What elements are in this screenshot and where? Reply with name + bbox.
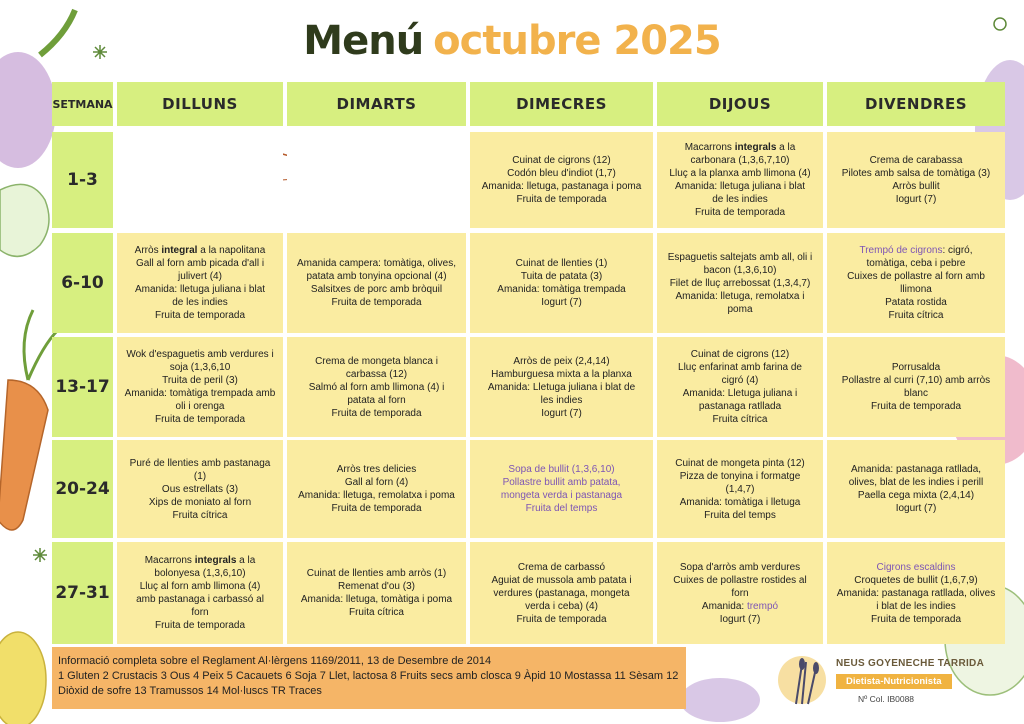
dish-text-bold: integrals (734, 142, 777, 153)
dish-text: forn (731, 587, 749, 599)
dish-line (699, 400, 781, 413)
header-day-3: DIMECRES (470, 82, 653, 126)
dish-text: soja (1,3,6,10 (169, 362, 231, 373)
dish-line (126, 348, 273, 361)
dish-text: Fruita cítrica (172, 509, 228, 521)
dish-line (507, 167, 616, 180)
dish-line (892, 361, 940, 374)
menu-cell (117, 542, 283, 644)
dish-line (720, 613, 761, 626)
dish-text: Arròs tres delicies (336, 464, 417, 475)
dish-text: Fruita cítrica (888, 310, 944, 321)
dish-text: blanc (904, 388, 928, 399)
dish-line (680, 561, 800, 574)
dish-text: Fruita de temporada (154, 414, 246, 425)
dish-text: Amanida: lletuga, remolatxa i (675, 290, 805, 302)
dish-line (871, 400, 961, 413)
dish-text: Cuinat de llenties amb arròs (1) (306, 568, 447, 579)
menu-cell (827, 132, 1005, 228)
menu-cell (470, 542, 653, 644)
dish-line (541, 407, 582, 420)
menu-cell (287, 233, 466, 333)
dish-line (337, 463, 416, 476)
menu-cell (470, 337, 653, 437)
menu-cell (657, 233, 823, 333)
dish-text: Fruita de temporada (870, 401, 962, 412)
dish-text: Espaguetis saltejats amb all, oli i (667, 251, 813, 263)
menu-cell (827, 440, 1005, 538)
menu-cell (287, 440, 466, 538)
dish-text: Amanida: pastanaga ratllada, olives (836, 587, 996, 599)
dish-text: verdures (pastanaga, mongeta (493, 587, 630, 599)
dish-text: les indies (540, 394, 583, 406)
dish-line (497, 283, 625, 296)
header-day-5: DIVENDRES (827, 82, 1005, 126)
dish-text: Amanida: (701, 600, 747, 612)
dish-line (503, 476, 621, 489)
dish-line (488, 381, 635, 394)
dish-line (155, 619, 245, 632)
dish-text: cigró (4) (721, 375, 759, 386)
dish-line (307, 567, 447, 580)
week-label: 20-24 (52, 440, 113, 538)
dish-text: Crema de carbassó (517, 561, 606, 573)
dish-text: Fruita de temporada (516, 194, 607, 205)
dish-line (331, 502, 421, 515)
dish-text-highlight: Cigrons escaldins (876, 561, 956, 573)
dish-text: de les indies (712, 194, 768, 205)
dish-text: Hamburguesa mixta a la planxa (491, 368, 632, 380)
dish-line (172, 296, 228, 309)
dish-line (154, 567, 245, 580)
dish-line (347, 394, 405, 407)
dish-line (170, 361, 231, 374)
dish-text: Truita de peril (3) (162, 375, 238, 386)
dish-line (900, 283, 932, 296)
dish-line (516, 257, 608, 270)
page-title (0, 18, 1024, 64)
dish-line (712, 193, 768, 206)
dish-text: julivert (4) (178, 271, 222, 282)
dish-line (155, 413, 245, 426)
dish-line (704, 509, 776, 522)
dish-text: a la (236, 555, 256, 566)
menu-cell (117, 233, 283, 333)
title-month: octubre 2025 (433, 18, 721, 64)
nutritionist-logo (772, 646, 1022, 714)
dish-line (837, 587, 995, 600)
dish-line (178, 270, 222, 283)
lettuce-icon (0, 184, 49, 256)
week-label: 27-31 (52, 542, 113, 644)
allergen-line-2: 1 Gluten 2 Crustacis 3 Ous 4 Peix 5 Cacauets 6 Soja 7 Llet, lactosa 8 Fruits secs amb closca 9 Àpid 10 Mostassa 11 Sèsam 12 (58, 670, 679, 682)
header-day-1: DILLUNS (117, 82, 283, 126)
menu-cell (287, 132, 466, 228)
dish-line (155, 309, 245, 322)
menu-cell (827, 337, 1005, 437)
dish-line (130, 457, 271, 470)
dish-text: Fruita de temporada (331, 503, 422, 514)
dish-text: Amanida: Lletuga juliana i (682, 388, 798, 399)
dish-text: Ous estrellats (3) (161, 483, 239, 495)
dish-line (842, 374, 990, 387)
allergen-info (52, 647, 686, 709)
dish-text: a la napolitana (197, 245, 266, 256)
dish-line (691, 154, 790, 167)
header-day-2: DIMARTS (287, 82, 466, 126)
dish-text: Xips de moniato al forn (148, 496, 252, 508)
nutritionist-collegiate-number: Nº Col. IB0088 (858, 694, 915, 704)
dish-line (125, 387, 276, 400)
dish-line (867, 257, 966, 270)
week-label: 1-3 (52, 132, 113, 228)
dish-line (513, 355, 609, 368)
dish-text: bolonyesa (1,3,6,10) (154, 568, 246, 579)
dish-text: Crema de mongeta blanca i (315, 355, 438, 367)
menu-cell (657, 337, 823, 437)
dish-line (331, 296, 421, 309)
dish-text: i blat de les indies (876, 600, 956, 612)
dish-line (678, 361, 802, 374)
dish-text: Porrusalda (891, 362, 941, 373)
dish-line (683, 387, 798, 400)
dish-line (525, 600, 598, 613)
dish-line (680, 470, 801, 483)
dish-text: Arròs bullit (892, 181, 940, 192)
dish-line (512, 154, 610, 167)
dish-text-bold: integrals (194, 555, 237, 566)
menu-cell (827, 542, 1005, 644)
eggplant-bottom-icon (680, 678, 760, 722)
dish-text: Puré de llenties amb pastanaga (129, 457, 271, 469)
dish-line (876, 600, 956, 613)
dish-text: carbassa (12) (345, 368, 408, 380)
dish-line (541, 296, 582, 309)
allergen-line-1: Informació completa sobre el Reglament Al·lèrgens 1169/2011, 13 de Desembre de 2014 (58, 655, 492, 667)
dish-text: Salmó al forn amb llimona (4) i (308, 381, 445, 393)
dish-line (331, 407, 421, 420)
dish-line (851, 463, 981, 476)
dish-text: Fruita cítrica (712, 414, 768, 425)
dish-text: Patata rostida (885, 297, 947, 308)
menu-cell (287, 542, 466, 644)
dish-text: pastanaga ratllada (698, 401, 782, 412)
dish-line (870, 154, 963, 167)
dish-text: Amanida: lletuga, tomàtiga i poma (300, 594, 453, 605)
dish-text: carbonara (1,3,6,7,10) (690, 155, 790, 166)
dish-line (491, 368, 632, 381)
dish-text: Macarrons (144, 555, 195, 566)
dish-text: Pollastre al curri (7,10) amb arròs (841, 375, 991, 386)
dish-line (896, 502, 937, 515)
dish-text: verda i ceba) (4) (525, 600, 598, 612)
dish-line (669, 167, 810, 180)
dish-line (482, 180, 642, 193)
dish-text-bold: integral (161, 245, 198, 256)
dish-line (162, 483, 238, 496)
dish-line (508, 463, 614, 476)
dish-line (847, 270, 985, 283)
dish-line (670, 277, 811, 290)
dish-line (136, 593, 264, 606)
dish-text: Arròs (134, 245, 162, 256)
allergen-line-3: Diòxid de sofre 13 Tramussos 14 Mol·luscs TR Traces (58, 685, 322, 697)
dish-line (346, 368, 407, 381)
dish-text: Iogurt (7) (895, 194, 937, 205)
dish-text: Amanida: lletuga, pastanaga i poma (481, 181, 642, 192)
dish-line (673, 574, 806, 587)
menu-cell (470, 440, 653, 538)
dish-line (298, 489, 455, 502)
dish-line (315, 355, 438, 368)
dish-line (518, 561, 605, 574)
dish-text: Cuixes de pollastre rostides al (673, 574, 807, 586)
dish-line (680, 496, 801, 509)
dish-line (704, 264, 777, 277)
menu-cell (470, 233, 653, 333)
dish-text-highlight: trempó (746, 600, 779, 612)
dish-line (858, 489, 974, 502)
dish-line (685, 141, 796, 154)
dish-text: Amanida: tomàtiga trempada (497, 284, 626, 295)
dish-text: Fruita del temps (704, 509, 776, 521)
dish-line (871, 613, 961, 626)
dish-line (493, 587, 629, 600)
menu-cell (657, 132, 823, 228)
dish-text: Fruita de temporada (331, 407, 422, 419)
dish-text: Sopa d'arròs amb verdures (679, 561, 801, 573)
dish-text: Macarrons (684, 142, 735, 153)
dish-text: Cuinat de mongeta pinta (12) (675, 457, 805, 469)
dish-text: tomàtiga, ceba i pebre (866, 258, 966, 269)
dish-line (172, 509, 227, 522)
menu-cell (470, 132, 653, 228)
dish-text: Gall al forn (4) (344, 477, 409, 488)
dish-line (731, 587, 748, 600)
week-label: 6-10 (52, 233, 113, 333)
title-menu: Menú (303, 18, 424, 64)
nutritionist-role: Dietista-Nutricionista (836, 674, 952, 689)
dish-text: Cuinat de cigrons (12) (512, 155, 611, 166)
dish-line (722, 374, 759, 387)
dish-line (712, 413, 767, 426)
dish-line (191, 606, 208, 619)
dish-text: oli i orenga (175, 401, 225, 412)
menu-cell (117, 440, 283, 538)
dish-text: Amanida: pastanaga ratllada, (850, 464, 982, 475)
dish-text: Amanida: lletuga juliana i blat (674, 181, 806, 192)
dish-text: Amanida: tomàtiga trempada amb (124, 388, 276, 399)
dish-line (888, 309, 943, 322)
dish-text: forn (191, 607, 209, 618)
dish-line (896, 193, 937, 206)
menu-cell (117, 337, 283, 437)
dish-line (297, 257, 456, 270)
dish-text: Amanida: Lletuga juliana i blat de (487, 381, 636, 393)
dish-line (311, 283, 442, 296)
dish-line (140, 580, 261, 593)
menu-cell (827, 233, 1005, 333)
dish-line (691, 348, 789, 361)
dish-text: patata amb tonyina opcional (4) (306, 271, 447, 282)
dish-line (501, 489, 622, 502)
dish-text: (1,4,7) (725, 483, 755, 495)
dish-line (854, 574, 977, 587)
dish-line (885, 296, 947, 309)
dish-text: Iogurt (7) (895, 503, 937, 514)
dish-text: Lluç a la planxa amb llimona (4) (669, 168, 811, 179)
dish-text-highlight: mongeta verda i pastanaga (500, 490, 623, 501)
dish-line (904, 387, 928, 400)
dish-line (194, 470, 206, 483)
dish-line (526, 502, 598, 515)
dish-line (726, 483, 755, 496)
dish-text: Amanida: lletuga, remolatxa i poma (298, 490, 455, 501)
dish-text: Fruita de temporada (331, 297, 422, 308)
dish-text: Paella cega mixta (2,4,14) (857, 490, 975, 501)
dish-line (136, 257, 264, 270)
dish-line (516, 193, 606, 206)
dish-text: Amanida campera: tomàtiga, olives, (297, 258, 456, 269)
dish-text: Croquetes de bullit (1,6,7,9) (854, 574, 978, 586)
dish-text: amb pastanaga i carbassó al (136, 594, 264, 605)
dish-line (176, 400, 225, 413)
dish-line (309, 381, 445, 394)
menu-cell (657, 440, 823, 538)
dish-line (491, 574, 631, 587)
dish-line (877, 561, 956, 574)
dish-text: olives, blat de les indies i perill (848, 477, 984, 488)
dish-text: Fruita de temporada (694, 207, 786, 218)
dish-text-highlight: Fruita del temps (525, 503, 598, 514)
dish-text: a la (776, 142, 796, 153)
dish-text: Cuixes de pollastre al forn amb (847, 271, 985, 282)
dish-text: Pilotes amb salsa de tomàtiga (3) (841, 168, 991, 179)
dish-text: Fruita de temporada (870, 613, 962, 625)
dish-text: Iogurt (7) (541, 407, 582, 419)
dish-line (306, 270, 446, 283)
dish-line (338, 580, 415, 593)
header-day-4: DIJOUS (657, 82, 823, 126)
dish-text-highlight: Trempó de cigrons (859, 245, 943, 256)
dish-line (842, 167, 990, 180)
dish-text: Aguiat de mussola amb patata i (491, 574, 632, 586)
dish-text: Arròs de peix (2,4,14) (513, 355, 610, 367)
dish-line (135, 283, 265, 296)
dish-line (349, 606, 404, 619)
dish-text: Fruita de temporada (154, 310, 246, 321)
dish-line (345, 476, 408, 489)
dish-line (516, 613, 606, 626)
dish-line (702, 600, 778, 613)
dish-line (145, 554, 256, 567)
dish-line (892, 180, 939, 193)
dish-text: poma (727, 303, 753, 315)
menu-cell (117, 132, 283, 228)
wheat-logo-icon (772, 646, 832, 712)
dish-line (162, 374, 238, 387)
dish-line (668, 251, 813, 264)
dish-text: Cuinat de cigrons (12) (690, 349, 790, 360)
dish-text: Gall al forn amb picada d'all i (135, 258, 265, 269)
dish-text: Amanida: tomàtiga i lletuga (679, 496, 801, 508)
corn-icon (0, 632, 46, 724)
dish-line (301, 593, 452, 606)
dish-line (149, 496, 251, 509)
menu-cell (287, 337, 466, 437)
dish-line (849, 476, 984, 489)
dish-text-highlight: Sopa de bullit (1,3,6,10) (508, 464, 615, 475)
dish-text: Fruita cítrica (348, 607, 404, 618)
dish-text: bacon (1,3,6,10) (703, 264, 777, 276)
dish-line (675, 457, 805, 470)
carrot-icon (0, 310, 58, 530)
dish-text: Codón bleu d'indiot (1,7) (507, 168, 616, 179)
dish-text: Iogurt (7) (541, 297, 582, 308)
dish-text: Iogurt (7) (719, 613, 761, 625)
dish-line (859, 244, 972, 257)
dish-line (695, 206, 785, 219)
dish-text: Salsitxes de porc amb bròquil (310, 284, 443, 295)
dish-text: Lluç al forn amb llimona (4) (139, 581, 261, 592)
dish-text: Fruita de temporada (516, 613, 607, 625)
dish-line (727, 303, 752, 316)
dish-line (541, 394, 583, 407)
dish-line (135, 244, 266, 257)
dish-text: Filet de lluç arrebossat (1,3,4,7) (669, 277, 811, 289)
dish-text: (1) (193, 470, 207, 482)
nutritionist-name: NEUS GOYENECHE TARRIDA (836, 658, 985, 669)
dish-text: Remenat d'ou (3) (338, 581, 415, 592)
dish-text: Pizza de tonyina i formatge (679, 470, 801, 482)
dish-text: Lluç enfarinat amb farina de (678, 362, 802, 373)
dish-line (676, 290, 805, 303)
dish-line (521, 270, 602, 283)
dish-text: Crema de carabassa (869, 155, 963, 166)
menu-cell (657, 542, 823, 644)
dish-text: : cigró, (942, 245, 973, 256)
dish-text: Wok d'espaguetis amb verdures i (126, 349, 274, 360)
dish-text: Tuita de patata (3) (520, 271, 603, 282)
dish-line (675, 180, 805, 193)
week-label: 13-17 (52, 337, 113, 437)
dish-text: Cuinat de llenties (1) (515, 258, 608, 269)
dish-text-highlight: Pollastre bullit amb patata, (502, 477, 621, 488)
header-setmana: SETMANA (52, 82, 113, 126)
dish-text: patata al forn (347, 394, 406, 406)
dish-text: Fruita de temporada (154, 620, 246, 631)
dish-text: Amanida: lletuga juliana i blat (134, 284, 266, 295)
dish-text: llimona (900, 284, 932, 295)
dish-text: de les indies (172, 297, 228, 308)
